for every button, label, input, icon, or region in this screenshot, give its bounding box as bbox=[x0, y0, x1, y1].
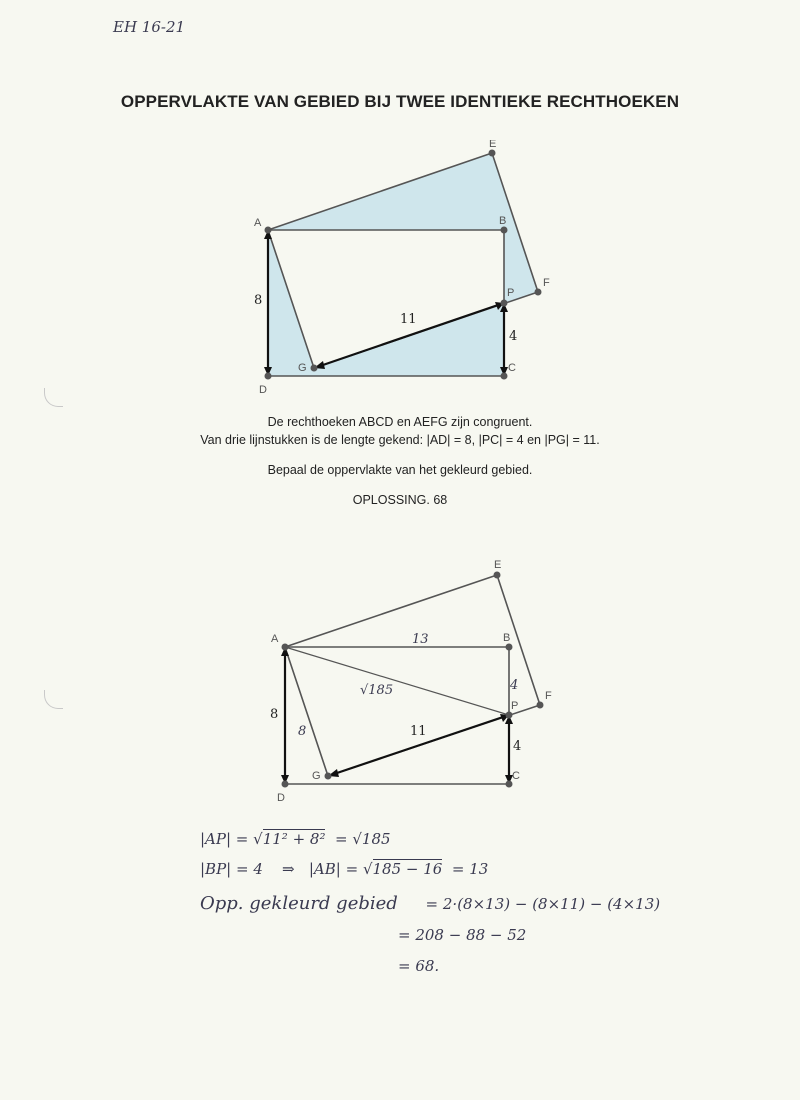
solution-line-4: = 208 − 88 − 52 bbox=[398, 926, 527, 944]
solution-ap-radicand: 11² + 8² bbox=[262, 830, 326, 848]
shaded-region-top bbox=[268, 153, 538, 303]
label-a: A bbox=[271, 633, 279, 645]
solution-ab-result: = 13 bbox=[451, 860, 489, 878]
sqrt-sign: √ bbox=[253, 830, 263, 848]
rectangle-abcd bbox=[285, 647, 509, 784]
label-e: E bbox=[494, 559, 502, 571]
label-p: P bbox=[511, 700, 519, 712]
solution-line-5: = 68. bbox=[398, 957, 440, 975]
label-g: G bbox=[298, 362, 307, 374]
point-g bbox=[325, 773, 332, 780]
page-title: OPPERVLAKTE VAN GEBIED BIJ TWEE IDENTIEKE RECHTHOEKEN bbox=[120, 92, 680, 111]
point-b bbox=[501, 227, 508, 234]
problem-line-1: De rechthoeken ABCD en AEFG zijn congruent. bbox=[267, 415, 533, 429]
solution-area-expr: = 2·(8×13) − (8×11) − (4×13) bbox=[425, 895, 661, 913]
point-a bbox=[282, 644, 289, 651]
point-p bbox=[501, 300, 508, 307]
length-ad: 8 bbox=[254, 293, 263, 308]
solution-area-label: Opp. gekleurd gebied bbox=[200, 893, 398, 914]
label-a: A bbox=[254, 217, 262, 229]
length-pg: 11 bbox=[410, 724, 427, 739]
point-d bbox=[282, 781, 289, 788]
implies-arrow: ⇒ bbox=[281, 860, 295, 878]
point-a bbox=[265, 227, 272, 234]
solution-ab-lhs: |AB| = bbox=[308, 860, 359, 878]
label-e: E bbox=[489, 140, 497, 150]
label-g: G bbox=[312, 770, 321, 782]
solution-line-1 bbox=[200, 830, 391, 848]
label-c: C bbox=[508, 362, 516, 374]
solution-ap-lhs: |AP| = bbox=[200, 830, 249, 848]
label-f: F bbox=[545, 690, 552, 702]
label-f: F bbox=[543, 277, 550, 289]
solution-ab-radicand: 185 − 16 bbox=[372, 860, 443, 878]
label-c: C bbox=[512, 770, 520, 782]
handwritten-ab: 13 bbox=[412, 632, 429, 647]
solution-line-3 bbox=[200, 893, 660, 914]
figure-bottom bbox=[0, 555, 800, 810]
point-d bbox=[265, 373, 272, 380]
length-ad: 8 bbox=[270, 707, 279, 722]
handwritten-ap: √185 bbox=[360, 683, 394, 698]
point-b bbox=[506, 644, 513, 651]
point-p bbox=[506, 712, 513, 719]
rectangle-aefg bbox=[285, 575, 540, 776]
problem-line-2: Van drie lijnstukken is de lengte gekend: |AD| = 8, |PC| = 4 en |PG| = 11. bbox=[200, 433, 600, 447]
point-c bbox=[501, 373, 508, 380]
length-pc: 4 bbox=[509, 329, 518, 344]
solution-bp: |BP| = 4 bbox=[200, 860, 263, 878]
answer-line: OPLOSSING. 68 bbox=[352, 493, 448, 507]
length-pg: 11 bbox=[400, 312, 417, 327]
label-d: D bbox=[277, 792, 285, 804]
handwritten-ag: 8 bbox=[298, 724, 307, 739]
label-b: B bbox=[499, 215, 507, 227]
point-f bbox=[537, 702, 544, 709]
handwritten-bp: 4 bbox=[510, 678, 519, 693]
point-f bbox=[535, 289, 542, 296]
label-d: D bbox=[259, 384, 267, 396]
solution-ap-result: = √185 bbox=[335, 830, 391, 848]
length-pc: 4 bbox=[513, 739, 522, 754]
label-p: P bbox=[507, 287, 515, 299]
point-e bbox=[489, 150, 496, 157]
problem-line-3: Bepaal de oppervlakte van het gekleurd gebied. bbox=[267, 463, 533, 477]
shaded-region-bottom bbox=[268, 230, 504, 376]
solution-line-2 bbox=[200, 860, 488, 878]
label-b: B bbox=[503, 632, 511, 644]
point-g bbox=[311, 365, 318, 372]
sqrt-sign: √ bbox=[362, 860, 373, 878]
figure-top bbox=[0, 140, 800, 400]
segment-ap bbox=[285, 647, 509, 715]
page-code: EH 16-21 bbox=[113, 18, 186, 36]
point-e bbox=[494, 572, 501, 579]
